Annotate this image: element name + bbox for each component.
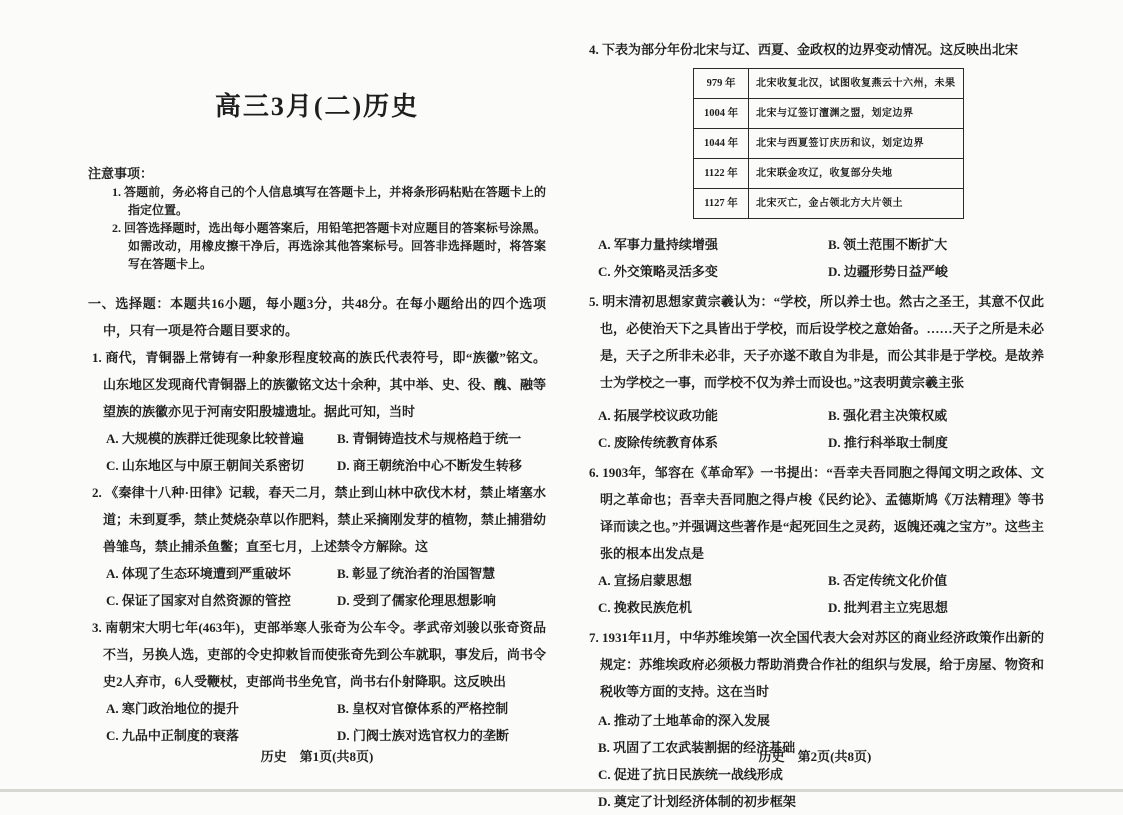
page-1	[88, 88, 546, 749]
question-3-option-b: B. 皇权对官僚体系的严格控制	[337, 701, 509, 716]
question-5	[585, 288, 1044, 456]
table-row	[694, 189, 964, 219]
question-7-option-c: C. 促进了抗日民族统一战线形成	[598, 767, 783, 782]
question-1-option-a: A. 大规模的族群迁徙现象比较普遍	[106, 431, 304, 446]
table-row	[694, 99, 964, 129]
notice-item-2: 2. 回答选择题时，选出每小题答案后，用铅笔把答题卡对应题目的答案标号涂黑。如需改动，用橡皮擦干净后，再选涂其他答案标号。回答非选择题时，将答案写在答题卡上。	[112, 221, 546, 271]
year-cell: 979 年	[694, 69, 749, 99]
question-4-options-row-2	[598, 258, 1044, 285]
section-heading: 一、选择题：本题共16小题，每小题3分，共48分。在每小题给出的四个选项中，只有一项是符合题目要求的。	[88, 296, 546, 338]
question-5-option-b: B. 强化君主决策权威	[828, 408, 948, 423]
question-2	[88, 479, 546, 614]
question-6-options-row-2	[598, 594, 1044, 621]
page-2-footer: 历史 第2页(共8页)	[758, 749, 872, 764]
question-4-option-b: B. 领土范围不断扩大	[828, 237, 948, 252]
question-5-option-c: C. 废除传统教育体系	[598, 435, 718, 450]
table-row	[694, 69, 964, 99]
table-row	[694, 159, 964, 189]
question-3-options-row-2	[106, 722, 546, 749]
question-7-option-b: B. 巩固了工农武装割据的经济基础	[598, 740, 796, 755]
question-4-stem: 4. 下表为部分年份北宋与辽、西夏、金政权的边界变动情况。这反映出北宋	[589, 42, 1019, 57]
question-3	[88, 614, 546, 749]
question-4-option-a: A. 军事力量持续增强	[598, 237, 718, 252]
exam-title: 高三3月(二)历史	[214, 92, 420, 121]
question-4-table	[693, 68, 964, 219]
question-5-option-a: A. 拓展学校议政功能	[598, 408, 718, 423]
page-2	[585, 36, 1044, 815]
question-6-stem: 6. 1903年，邹容在《革命军》一书提出：“吾幸夫吾同胞之得闻文明之政体、文明之革命也；吾幸夫吾同胞之得卢梭《民约论》、孟德斯鸠《万法精理》等书译而读之也。”并强调这些著作是“起死回生之灵药，返魄还魂之宝方”。这些主张的根本出发点是	[589, 465, 1044, 561]
question-2-option-b: B. 彰显了统治者的治国智慧	[337, 566, 496, 581]
question-5-options-row-2	[598, 429, 1044, 456]
question-6-option-b: B. 否定传统文化价值	[828, 573, 948, 588]
question-4	[585, 36, 1044, 285]
question-5-option-d: D. 推行科举取士制度	[828, 435, 948, 450]
question-1	[88, 344, 546, 479]
event-cell: 北宋与辽签订澶渊之盟，划定边界	[749, 99, 964, 129]
question-1-options-row-2	[106, 452, 546, 479]
question-7-option-d: D. 奠定了计划经济体制的初步框架	[598, 794, 796, 809]
year-cell: 1127 年	[694, 189, 749, 219]
question-6-option-a: A. 宣扬启蒙思想	[598, 573, 692, 588]
question-5-options-row-1	[598, 402, 1044, 429]
question-2-options-row-1	[106, 560, 546, 587]
event-cell: 北宋灭亡，金占领北方大片领土	[749, 189, 964, 219]
question-4-options-row-1	[598, 231, 1044, 258]
scan-edge-line	[0, 789, 1123, 792]
question-7-stem: 7. 1931年11月，中华苏维埃第一次全国代表大会对苏区的商业经济政策作出新的规定：苏维埃政府必须极力帮助消费合作社的组织与发展，给于房屋、物资和税收等方面的支持。这在当时	[589, 630, 1044, 699]
event-cell: 北宋联金攻辽，收复部分失地	[749, 159, 964, 189]
question-6-option-d: D. 批判君主立宪思想	[828, 600, 948, 615]
question-6-option-c: C. 挽救民族危机	[598, 600, 692, 615]
question-1-stem: 1. 商代，青铜器上常铸有一种象形程度较高的族氏代表符号，即“族徽”铭文。山东地区发现商代青铜器上的族徽铭文达十余种，其中举、史、役、醜、融等望族的族徽亦见于河南安阳殷墟遗址。据此可知，当时	[92, 350, 546, 419]
question-1-option-c: C. 山东地区与中原王朝间关系密切	[106, 458, 304, 473]
year-cell: 1004 年	[694, 99, 749, 129]
question-3-option-c: C. 九品中正制度的衰落	[106, 728, 239, 743]
year-cell: 1122 年	[694, 159, 749, 189]
question-6	[585, 459, 1044, 621]
question-3-option-d: D. 门阀士族对选官权力的垄断	[337, 728, 509, 743]
question-2-stem: 2. 《秦律十八种·田律》记载，春天二月，禁止到山林中砍伐木材，禁止堵塞水道；未到夏季，禁止焚烧杂草以作肥料，禁止采摘刚发芽的植物，禁止捕猎幼兽雏鸟，禁止捕杀鱼鳖；直至七月，上述禁令方解除。这	[92, 485, 546, 554]
event-cell: 北宋与西夏签订庆历和议，划定边界	[749, 129, 964, 159]
question-7	[585, 624, 1044, 815]
question-4-option-c: C. 外交策略灵活多变	[598, 264, 718, 279]
question-2-option-d: D. 受到了儒家伦理思想影响	[337, 593, 496, 608]
question-3-options-row-1	[106, 695, 546, 722]
page-1-footer: 历史 第1页(共8页)	[260, 749, 374, 764]
question-5-stem: 5. 明末清初思想家黄宗羲认为：“学校，所以养士也。然古之圣王，其意不仅此也，必使治天下之具皆出于学校，而后设学校之意始备。……天子之所是未必是，天子之所非未必非，天子亦遂不敢自为非是，而公其非是于学校。是故养士为学校之一事，而学校不仅为养士而设也。”这表明黄宗羲主张	[589, 294, 1044, 390]
table-row	[694, 129, 964, 159]
question-3-stem: 3. 南朝宋大明七年(463年)，吏部举寒人张奇为公车令。孝武帝刘骏以张奇资品不当，另换人选，吏部的令史抑敕旨而使张奇先到公车就职，事发后，尚书令史2人弃市，6人受鞭杖，吏部尚书坐免官，尚书右仆射降职。这反映出	[92, 620, 546, 689]
question-7-option-a: A. 推动了土地革命的深入发展	[598, 713, 770, 728]
question-2-option-c: C. 保证了国家对自然资源的管控	[106, 593, 291, 608]
year-cell: 1044 年	[694, 129, 749, 159]
question-4-option-d: D. 边疆形势日益严峻	[828, 264, 948, 279]
question-1-option-d: D. 商王朝统治中心不断发生转移	[337, 458, 522, 473]
event-cell: 北宋收复北汉，试图收复燕云十六州，未果	[749, 69, 964, 99]
question-6-options-row-1	[598, 567, 1044, 594]
question-2-options-row-2	[106, 587, 546, 614]
notice-item-1: 1. 答题前，务必将自己的个人信息填写在答题卡上，并将条形码粘贴在答题卡上的指定位置。	[112, 185, 546, 217]
question-3-option-a: A. 寒门政治地位的提升	[106, 701, 239, 716]
notice-heading: 注意事项：	[88, 166, 154, 181]
question-2-option-a: A. 体现了生态环境遭到严重破坏	[106, 566, 291, 581]
question-1-option-b: B. 青铜铸造技术与规格趋于统一	[337, 431, 522, 446]
question-1-options-row-1	[106, 425, 546, 452]
